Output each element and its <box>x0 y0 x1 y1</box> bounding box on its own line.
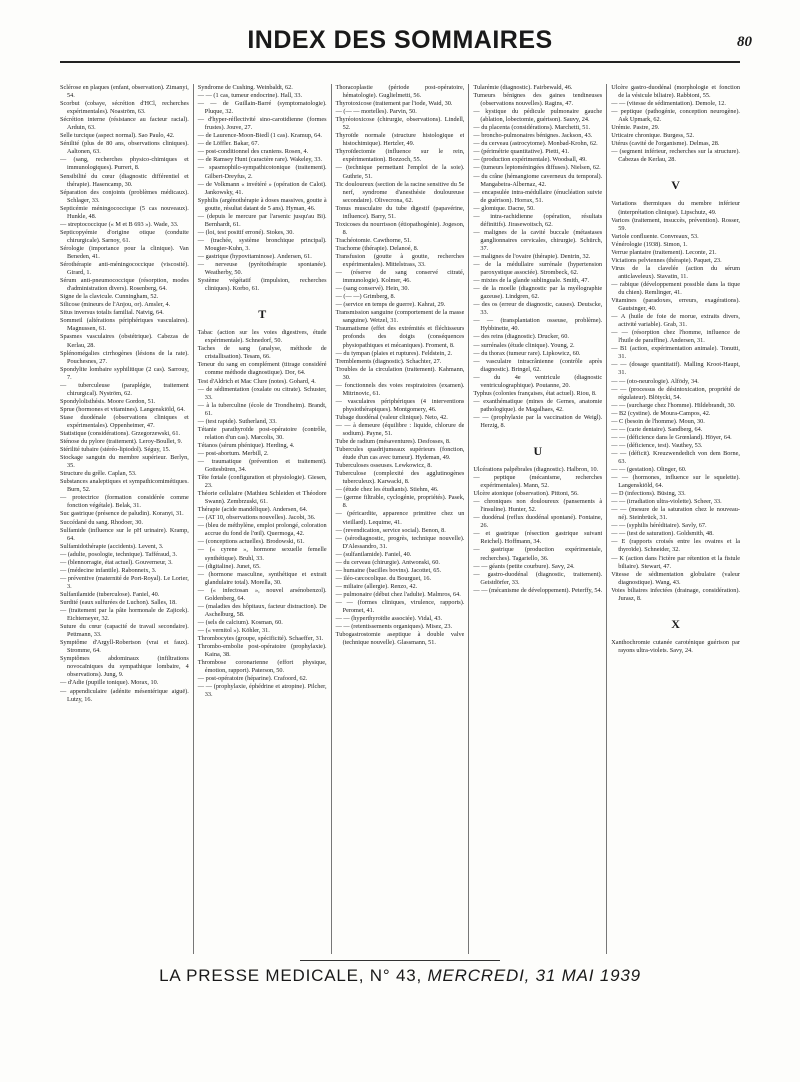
index-entry: — fonctionnels des voies respiratoires (examen). Mitrinovic, 61. <box>335 381 465 397</box>
index-entry: Suc gastrique (présence de paludin). Koranyi, 31. <box>60 510 184 518</box>
index-entry: Sommeil (altérations périphériques vasculaires). Magnussen, 61. <box>60 317 189 333</box>
index-entry: — B2 (cystine). de Moura-Campos, 42. <box>611 409 711 417</box>
index-entry: — (segment inférieur, recherches sur la structure). Cabezas de Kerlau, 28. <box>611 148 740 164</box>
index-entry: Thyroïdectomie (influence sur le rein, expérimentation). Bozzoch, 55. <box>335 148 465 164</box>
index-entry: — (tumeurs leptoméningées diffuses). Nielsen, 62. <box>473 164 601 172</box>
index-entry: — D (infections). Büsing, 33. <box>611 490 686 498</box>
index-entry: Splénomégalies cirrhogènes (lésions de la rate). Pouchesnes, 27. <box>60 349 189 365</box>
index-entry: — (« vernitol »). Köhler, 31. <box>197 626 270 634</box>
index-entry: — B1 (action, expérimentation animale). Tonutti, 31. <box>611 345 740 361</box>
index-entry: — du placenta (considérations). Marchetti, 51. <box>473 124 591 132</box>
index-entry: Varices (traitement, insuccès, prévention). Rosser, 59. <box>611 216 740 232</box>
index-entry: Thyréotoxicose (chirurgie, observations). Lindell, 52. <box>335 116 465 132</box>
index-entry: — (loi, test positif erroné). Stokes, 30. <box>197 228 294 236</box>
index-entry: — (sérodiagnostic, progrès, technique nouvelle). D'Alessandro, 31. <box>335 534 465 550</box>
index-entry: — (étude chez les étudiants). Stiehm, 46. <box>335 486 439 494</box>
index-entry: — — (déficience dans le Grœnland). Höyer, 64. <box>611 433 732 441</box>
index-entry: — intra-rachidienne (opération, résultats définitifs). Jirasewoitsch, 62. <box>473 212 603 228</box>
index-entry: — (périmétrie quantitative). Pietti, 41. <box>473 148 570 156</box>
index-entry: — E (rapports croisés entre les ovaires et la thyroïde). Schneider, 32. <box>611 538 740 554</box>
index-entry: — (hormone masculine, synthétique et extrait glandulaire total). Morella, 30. <box>197 570 327 586</box>
index-entry: — (« infectosan », nouvel arsénobenzol). Goldenberg, 64. <box>197 586 327 602</box>
index-entry: — gastro-duodénal (diagnostic, traitement). Geistdörfer, 33. <box>473 570 603 586</box>
index-entry: — — (irradiation ultra-violette). Scheer, 33. <box>611 498 722 506</box>
index-entry: Syndrome de Cushing. Weinbaldt, 62. <box>197 84 293 91</box>
index-entry: — — (déficience, test). Vauthey, 53. <box>611 441 703 449</box>
index-entry: Transfusion (goutte à goutte, recherches expérimentales). Mittelstrass, 33. <box>335 252 465 269</box>
footer-journal: LA PRESSE MEDICALE, N° 43, <box>159 966 422 985</box>
index-entry: Sulfamide (influence sur le pH urinaire). Kramp, 64. <box>60 526 189 542</box>
index-entry: — (service en temps de guerre). Kahrat, 29. <box>335 301 446 309</box>
page-title: INDEX DES SOMMAIRES <box>247 26 553 54</box>
index-columns <box>60 84 740 954</box>
index-entry: Sténose du pylore (traitement). Leroy-Boullet, 9. <box>60 438 183 446</box>
index-entry: Spondylolisthésis. Moore Gordon, 51. <box>60 397 156 405</box>
index-entry: Surdité (eaux sulfurées de Luchon). Salles, 18. <box>60 599 177 606</box>
index-entry: Spondylite lombaire syphilitique (2 cas). Sarrouy, 7. <box>60 365 189 381</box>
index-entry: Tumeurs bénignes des gaines tendineuses (observations nouvelles). Ragins, 47. <box>473 92 603 108</box>
index-entry: Verrue plantaire (traitement). Leconte, 21. <box>611 248 717 256</box>
index-entry: Sénilité (plus de 80 ans, observations cliniques). Aaltonen, 63. <box>60 140 189 156</box>
index-entry: — traumatique (prévention et traitement). Gottesbüren, 34. <box>197 457 327 474</box>
index-entry: — — de Guillain-Barré (symptomatologie). Pluque, 32. <box>197 100 327 116</box>
index-entry: Tuberculoses osseuses. Lewkowicz, 8. <box>335 462 432 470</box>
index-entry: — malignes de la cavité buccale (métastases ganglionnaires cervicales, chirurgie). Schürch, 37. <box>473 228 603 252</box>
index-entry: — (AT 10, observations nouvelles). Jacobi, 36. <box>197 514 316 522</box>
index-entry: Sérum anti-pneumococcique (résorption, modes d'administration divers). Rosenberg, 64. <box>60 277 189 293</box>
index-entry: — — (déficit). Kreuzwendedich von dem Borne, 63. <box>611 449 740 465</box>
index-entry: Situs inversus totalis familial. Natvig, 64. <box>60 309 164 317</box>
index-entry: — du cerveau (astrocytome). Monbad-Krohn, 62. <box>473 140 598 148</box>
index-entry: Tubogastrostomie aseptique à double valve (technique nouvelle). Glassmann, 51. <box>335 631 465 647</box>
index-entry: — — (vitesse de sédimentation). Demole, 12. <box>611 100 726 108</box>
footer-rule <box>300 960 500 961</box>
index-entry: — glomique. Dacne, 50. <box>473 204 535 212</box>
index-entry: Ulcérations palpébrales (diagnostic). Halbron, 10. <box>473 466 599 474</box>
index-entry: — d'Adie (pupille tonique). Morax, 10. <box>60 679 159 687</box>
index-entry: Tonus musculaire du tube digestif (papavérine, influence). Barry, 51. <box>335 204 465 220</box>
index-entry: — — (gestation). Olinger, 60. <box>611 466 687 474</box>
index-entry: — (— —) Grimberg, 8. <box>335 293 396 301</box>
index-entry: — — à demeure (équilibre : liquide, chlorure de sodium). Payne, 51. <box>335 421 465 438</box>
index-entry: — — (test de saturation). Goldsmith, 48. <box>611 530 714 538</box>
index-entry: — — (prophylaxie par la vaccination de Weigl). Herzig, 8. <box>473 413 603 429</box>
index-column <box>468 84 602 954</box>
index-entry: — — (hormones, influence sur le squelette). Langenskiöld, 64. <box>611 474 740 490</box>
index-entry: Symptôme d'Argyll-Robertson (vrai et faux). Stromme, 64. <box>60 639 189 655</box>
index-entry: — mixtes de la glande sublinguale. Smith, 47. <box>473 277 590 285</box>
index-entry: — surrénales (étude clinique). Young, 2. <box>473 341 575 349</box>
index-entry: — — (prophylaxie, éphédrine et atropine). Pilcher, 33. <box>197 683 327 699</box>
index-entry: — A (huile de foie de morue, extraits divers, activité variable). Grab, 31. <box>611 313 740 329</box>
index-entry: — (test rapide). Sutherland, 33. <box>197 417 277 425</box>
index-entry: — de Ramsey Hunt (caractère rare). Wakeley, 33. <box>197 156 323 164</box>
index-entry: Tête fœtale (configuration et physiologie). Giesen, 23. <box>197 474 327 490</box>
index-column <box>331 84 465 954</box>
index-entry: Trachome (thérapie). Delanoé, 8. <box>335 244 419 252</box>
index-entry: Statistique (considérations). Grzegorzewski, 61. <box>60 430 181 438</box>
index-entry: Ulcère atonique (observation). Pittoni, 56. <box>473 490 579 498</box>
index-entry: Tubercules quadrijumeaux supérieurs (fonction, étude d'un cas avec tumeur). Hydeman, 49. <box>335 446 465 462</box>
index-entry: — (péricardite, apparence primitive chez un vieillard). Lequime, 41. <box>335 510 465 526</box>
index-entry: Silicose (mineurs de l'Anjou, or). Amsler, 4. <box>60 301 171 309</box>
index-entry: Thrombose coronarienne (effort physique, émotion, rapport). Paterson, 50. <box>197 659 327 675</box>
index-entry: Selle turcique (aspect normal). Sao Paulo, 42. <box>60 132 175 140</box>
index-entry: — peptique (mécanisme, recherches expérimentales). Mann, 52. <box>473 474 603 490</box>
index-entry: — encapsulée intra-médullaire (énucléation suivie de guérison). Horrax, 51. <box>473 188 603 204</box>
index-entry: — streptococcique (« M et B 693 »). Wade, 33. <box>60 220 179 228</box>
index-entry: — (conceptions actuelles). Brodowski, 61. <box>197 538 305 546</box>
index-entry: — (— — mortelles). Parvin, 50. <box>335 108 417 116</box>
index-entry: Système végétatif (impulsion, recherches cliniques). Korbo, 61. <box>197 277 327 293</box>
index-entry: — — (retentissements organiques). Misez, 23. <box>335 623 453 631</box>
index-entry: — kystique du pédicule pulmonaire gauche (ablation, lobectomie, guérison). Sauvy, 24. <box>473 108 603 124</box>
index-entry: — — (résorption chez l'homme, influence de l'huile de paraffine). Andersen, 31. <box>611 329 740 345</box>
index-entry: Succédané du sang. Rhodoer, 30. <box>60 518 143 526</box>
page-header <box>60 22 752 58</box>
section-letter: U <box>533 444 543 459</box>
index-entry: — — (mécanisme de développement). Peterffy, 54. <box>473 586 603 594</box>
index-column <box>60 84 189 954</box>
index-entry: — (sang, recherches physico-chimiques et immunologiques). Purrert, 8. <box>60 156 189 172</box>
index-entry: — — (oto-neurologie). Alfödy, 34. <box>611 377 699 385</box>
index-entry: Sérologie (importance pour la clinique). Van Beneden, 41. <box>60 244 189 260</box>
index-entry: Septicémie méningococcique (5 cas nouveaux). Hunkle, 48. <box>60 204 189 220</box>
index-entry: — des os (erreur de diagnostic, causes). Deutscke, 33. <box>473 301 603 317</box>
index-entry: Syphilis (argénothérapie à doses massives, goutte à goutte, résultat datant de 5 ans). Hyman, 46. <box>197 196 327 212</box>
index-entry: Stockage sanguin du membre supérieur. Berlyn, 35. <box>60 454 189 470</box>
index-entry: Séparation des conjoints (problèmes médicaux). Schlager, 33. <box>60 188 189 204</box>
index-entry: — nerveuse (pyrétothérapie spontanée). Weatherby, 50. <box>197 261 327 277</box>
index-entry: — broncho-pulmonaires bénignes. Jackson, 43. <box>473 132 593 140</box>
index-entry: — — (hyperthyroïdie associée). Vidal, 43. <box>335 615 443 623</box>
index-entry: Ulcère gastro-duodénal (morphologie et fonction de la vésicule biliaire). Rabbioni, 55. <box>611 84 740 100</box>
index-entry: Variole confluente. Convreaux, 53. <box>611 232 699 240</box>
index-entry: — (production expérimentale). Woodsall, 49. <box>473 156 587 164</box>
index-entry: — spasmophilo-sympathicotonique (traitement). Gilbert-Dreyfus, 2. <box>197 164 327 180</box>
index-entry: Traumatisme (effet des extrémités et fléchisseurs profonds des doigts (conséquences physiopathiques et mécaniques). Froment, 8. <box>335 325 465 349</box>
index-column <box>606 84 740 954</box>
index-entry: — du cerveau (chirurgie). Antwonski, 60. <box>335 558 440 566</box>
index-entry: Sérothérapie anti-méningococcique (viscosité). Girard, 1. <box>60 261 189 277</box>
index-entry: — — (syphilis héréditaire). Savly, 67. <box>611 522 707 530</box>
index-entry: Viciations pelviennes (thérapie). Paquet, 23. <box>611 256 722 264</box>
index-entry: — (blennorragie, état actuel). Gouverneur, 3. <box>60 558 173 566</box>
index-entry: — K (action dans l'ictère par rétention et la fistule biliaire). Stewart, 47. <box>611 554 740 570</box>
index-entry: Voies biliaires infectées (drainage, considération). Jurasz, 8. <box>611 586 740 602</box>
index-entry: Tuberculose (complexité des agglutinogènes tuberculeux). Karwacki, 8. <box>335 470 465 486</box>
index-entry: — — géants (petite courbure). Savy, 24. <box>473 562 575 570</box>
page-footer <box>60 966 740 986</box>
index-entry: Taches de sang (analyse, méthode de cristallisation). Tesam, 66. <box>197 345 327 361</box>
index-entry: — (bleu de méthylène, emploi prolongé, coloration accrue du fond de l'œil). Quermoga, 42. <box>197 522 327 538</box>
index-entry: — rabique (développement possible dans la tique du chien). Remlinger, 41. <box>611 280 740 296</box>
section-letter: T <box>258 307 267 322</box>
index-entry: — gastrique (hypovitaminose). Andersen, 61. <box>197 252 312 260</box>
index-entry: Virus de la clavelée (action du sérum anticlaveleux). Stavatin, 11. <box>611 264 740 280</box>
index-entry: — humaine (bacilles bovins). Jacottet, 65. <box>335 566 442 574</box>
index-entry: — (depuis le mercure par l'arsenic jusqu'au Bi). Bernhardt, 61. <box>197 212 327 228</box>
index-entry: Sprue (hormones et vitamines). Langenskiöld, 64. <box>60 405 185 413</box>
index-entry: — (technique permettant l'emploi de la soie). Guthrie, 51. <box>335 164 465 180</box>
index-entry: — du thorax (tumeur rare). Lipkowicz, 60. <box>473 349 581 357</box>
index-entry: — protectrice (formation considérée comme fonction végétale). Belak, 31. <box>60 494 189 510</box>
index-entry: — vasculaires périphériques (4 interventions physiothérapiques). Montgomery, 46. <box>335 397 465 413</box>
index-entry: Substances analeptiques et sympathicomimétiques. Burn, 52. <box>60 478 189 494</box>
index-entry: — (maladies des hôpitaux, facteur distraction). De Aschelburg, 58. <box>197 602 327 618</box>
index-entry: — (revendication, service social). Benon, 8. <box>335 526 446 534</box>
index-entry: — — (surcharge chez l'homme). Hildebrandt, 30. <box>611 401 736 409</box>
index-entry: — préventive (maternité de Port-Royal). Le Lorier, 3. <box>60 574 189 590</box>
index-entry: — vasculaire intracrânienne (contrôle après diagnostic). Bringel, 62. <box>473 357 603 373</box>
footer-date: MERCREDI, 31 MAI 1939 <box>427 966 641 985</box>
index-entry: — post-conditionnel des craniens. Rosen, 4. <box>197 148 309 156</box>
index-entry: Scorbut (cobaye, sécrétion d'HCl, recherches expérimentales). Noaström, 63. <box>60 100 189 116</box>
index-entry: Variations thermiques du membre inférieur (interprétation clinique). Lipschutz, 49. <box>611 200 740 216</box>
index-entry: — — (transplantation osseuse, problème). Hybbinette, 40. <box>473 317 603 333</box>
index-entry: — de Laurence-Moon-Biedl (1 cas). Kramup, 64. <box>197 132 322 140</box>
index-entry: Test d'Aldrich et Mac Clure (notes). Gohard, 4. <box>197 377 316 385</box>
index-entry: — post-opératoire (héparine). Crafoord, 62. <box>197 675 308 683</box>
index-entry: — malignes de l'ovaire (thérapie). Dentrin, 32. <box>473 252 591 260</box>
index-entry: — de sédimentation (oxalate ou citrate). Schuster, 33. <box>197 385 327 401</box>
index-entry: — des reins (diagnostic). Drucker, 60. <box>473 333 569 341</box>
index-entry: — et gastrique (résection gastrique suivant Reichel). Hoffmann, 34. <box>473 530 603 546</box>
index-entry: Urémie. Pastre, 29. <box>611 124 660 132</box>
index-entry: Stérilité tubaire (stéréo-lipiodol). Séguy, 15. <box>60 446 171 454</box>
index-entry: Vénérologie (1938). Simon, 1. <box>611 240 688 248</box>
index-entry: — — (processus de désintoxication, propriété de régulateur). Blötycki, 54. <box>611 385 740 401</box>
index-entry: — exanthématique (mines de Gernes, anatomie pathologique). de Magalhaes, 42. <box>473 397 603 413</box>
index-entry: Utérus (cavité de l'organisme). Delmas, 28. <box>611 140 720 148</box>
index-entry: Tétanos (sérum phénique). Herding, 4. <box>197 441 295 449</box>
index-entry: Tétanie parathyroïde post-opératoire (contrôle, relation d'un cas). Marcolis, 30. <box>197 425 327 441</box>
index-entry: Transmission sanguine (comportement de la masse sanguine). Wetzel, 31. <box>335 309 465 325</box>
index-entry: Sensibilité du cœur (diagnostic différentiel et thérapie). Hasencamp, 30. <box>60 172 189 188</box>
index-entry: Typhus (colonies françaises, état actuel). Riou, 8. <box>473 389 597 397</box>
index-entry: Suture du cœur (capacité de travail secondaire). Pettmann, 33. <box>60 623 189 639</box>
index-entry: — du tympan (plaies et ruptures). Feldstein, 2. <box>335 349 453 357</box>
index-entry: Thoracoplastie (période post-opératoire, hématologie). Guglielmetti, 56. <box>335 84 465 100</box>
index-entry: Troubles de la circulation (traitement). Kahmann, 30. <box>335 365 465 381</box>
index-entry: Sécrétion interne (résistance au facteur racial). Arduin, 63. <box>60 116 189 132</box>
index-entry: Tube de radium (mésaventures). Desfosses, 8. <box>335 438 451 446</box>
index-entry: — (médecine infantile). Rabonneix, 3. <box>60 566 157 574</box>
index-entry: — (« cyrene », hormone sexuelle femelle synthétique). Bruhl, 33. <box>197 546 327 562</box>
index-entry: — à la tuberculine (école de Trondheim). Brandt, 61. <box>197 401 327 417</box>
index-entry: — — (formes cliniques, virulence, rapports). Peromet, 41. <box>335 599 465 615</box>
index-entry: — de la médullaire surrénale (hypertension paroxystique associée). Strombeck, 62. <box>473 261 603 277</box>
index-entry: Tremblements (diagnostic). Schachter, 27. <box>335 357 442 365</box>
index-entry: — (sulfanilamide). Faniel, 40. <box>335 550 412 558</box>
index-entry: — — (dosage quantitatif). Malling Kroot-Haupt, 31. <box>611 361 740 377</box>
index-entry: Théorie cellulaire (Mathieu Schleiden et Théodore Swann). Zembrzuski, 61. <box>197 490 327 506</box>
index-entry: — de la moelle (diagnostic par la myélographie gazeuse). Lindgren, 62. <box>473 285 603 301</box>
index-entry: Vitamines (paradoxes, erreurs, exagérations). Gautsinger, 40. <box>611 297 740 313</box>
index-entry: — du 4e ventricule (diagnostic ventriculographique). Poutanne, 20. <box>473 373 603 389</box>
index-entry: — (traitement par la pâte hormonale de Zajicek). Eichtemeyer, 32. <box>60 607 189 623</box>
index-entry: — pulmonaire (début chez l'adulte). Malmros, 64. <box>335 590 461 598</box>
index-entry: Tabac (action sur les voies digestives, étude expérimentale). Schnedorf, 50. <box>197 329 327 345</box>
index-entry: — miliaire (allergie). Renzo, 42. <box>335 582 418 590</box>
index-entry: — duodénal (reflux duodénal spontané). Fontaine, 26. <box>473 514 603 530</box>
index-entry: Thyroïde normale (structure histologique et histochimique). Hertzler, 49. <box>335 132 465 148</box>
index-entry: Urticaire chronique. Burgess, 52. <box>611 132 695 140</box>
index-entry: Signe de la clavicule. Cunningham, 52. <box>60 293 159 301</box>
index-entry: — — (mesure de la saturation chez le nouveau-né). Steinbrück, 31. <box>611 506 740 522</box>
index-entry: — appendiculaire (adénite mésentérique aiguë). Lutzy, 16. <box>60 687 189 703</box>
index-entry: — (germe filtrable, cyclogénie, propriétés). Pasek, 8. <box>335 494 465 510</box>
index-entry: — d'hyper-réflectivité sino-carotidienne (formes frustes). Jouve, 27. <box>197 116 327 132</box>
section-letter: V <box>671 178 680 193</box>
index-entry: — (réserve de sang conservé citraté, immunologie). Kolmer, 46. <box>335 269 465 285</box>
index-entry: — chroniques non douloureux (pansements à l'insuline). Hunter, 52. <box>473 498 603 514</box>
page-number: 80 <box>737 34 752 50</box>
index-entry: Sclérose en plaques (enfant, observation). Zimanyi, 54. <box>60 84 189 100</box>
index-column <box>193 84 327 954</box>
index-entry: Sulfamidothérapie (accidents). Levent, 3. <box>60 542 164 550</box>
index-entry: Xanthochromie cutanée caroténique guérison par rayons ultra-violets. Savy, 24. <box>611 638 740 654</box>
index-entry: Thérapie (acide mandélique). Andersen, 64. <box>197 506 308 514</box>
index-entry: — (adulte, posologie, technique). Tafféraud, 3. <box>60 550 178 558</box>
index-entry: Thrombocytes (groupe, spécificité). Schaeffer, 31. <box>197 635 324 642</box>
index-entry: Structure du grêle. Caplan, 53. <box>60 470 137 478</box>
index-entry: Sulfanilamide (tuberculose). Faniel, 40. <box>60 590 160 598</box>
index-entry: — du crâne (hémangiome caverneux du temporal). Mangabeira-Albernaz, 42. <box>473 172 603 188</box>
index-entry: — iléo-cæcocolique. du Bourguet, 16. <box>335 574 432 582</box>
index-entry: — C (besoin de l'homme). Moun, 30. <box>611 417 705 425</box>
index-entry: Vitesse de sédimentation globulaire (valeur diagnostique). Wang, 43. <box>611 570 740 586</box>
index-entry: Septicopyémie d'origine otique (conduite chirurgicale). Sarnoy, 61. <box>60 228 189 244</box>
index-entry: — gastrique (production expérimentale, recherches). Tagariello, 36. <box>473 546 603 562</box>
index-entry: — (digitaline). Junet, 65. <box>197 562 261 570</box>
section-letter: X <box>671 616 680 631</box>
index-entry: — peptique (pathogénie, conception neurogène). Ask Upmark, 62. <box>611 108 740 124</box>
index-entry: Thrombo-embolie post-opératoire (prophylaxie). Kaina, 38. <box>197 643 327 659</box>
index-entry: Teneur du sang en complément (titrage considéré comme méthode diagnostique). Dor, 64. <box>197 361 327 377</box>
index-entry: — tuberculeuse (paraplégie, traitement chirurgical). Nyström, 62. <box>60 381 189 397</box>
index-entry: — post-abortum. Merbill, 2. <box>197 449 269 457</box>
index-entry: Tic douloureux (section de la racine sensitive du 5e nerf, syndrome d'anesthésie douloureuse secondaire). Olivecrona, 62. <box>335 180 465 204</box>
index-entry: — — (carie dentaire). Sandberg, 64. <box>611 425 703 433</box>
index-entry: — — (1 cas, tumeur endocrine). Hall, 33. <box>197 92 303 100</box>
index-entry: Tularémie (diagnostic). Fairbewald, 46. <box>473 84 573 91</box>
index-entry: — (trachée, système bronchique principal). Mougier-Kuhn, 3. <box>197 236 327 252</box>
index-entry: Symptômes abdominaux (infiltrations novocaïniques du sympathique lombaire, 4 observations). Jung, 9. <box>60 655 189 679</box>
header-rule <box>60 61 740 63</box>
index-entry: — (sels de calcium). Kosman, 60. <box>197 618 283 626</box>
index-entry: — (sang conservé). Hein, 30. <box>335 285 410 293</box>
index-entry: Spasmes vasculaires (obstétrique). Cabezas de Kerlau, 28. <box>60 333 189 349</box>
index-entry: Thyrotoxicose (traitement par l'iode, Waid, 30. <box>335 100 453 108</box>
index-entry: Stase duodénale (observations cliniques et expérimentales). Oppenheimer, 47. <box>60 413 189 429</box>
index-entry: Tubage duodénal (valeur clinique). Neto, 42. <box>335 413 448 421</box>
index-entry: Trachéotomie. Cawthorne, 51. <box>335 236 412 244</box>
index-entry: — de Löffler. Bakar, 67. <box>197 140 260 148</box>
index-entry: Toxicoses du nourrisson (étiopathogénie). Jogeson, 8. <box>335 220 465 236</box>
index-entry: — de Volkmann « invétéré » (opération de Calot). Jankowsky, 41. <box>197 180 327 196</box>
